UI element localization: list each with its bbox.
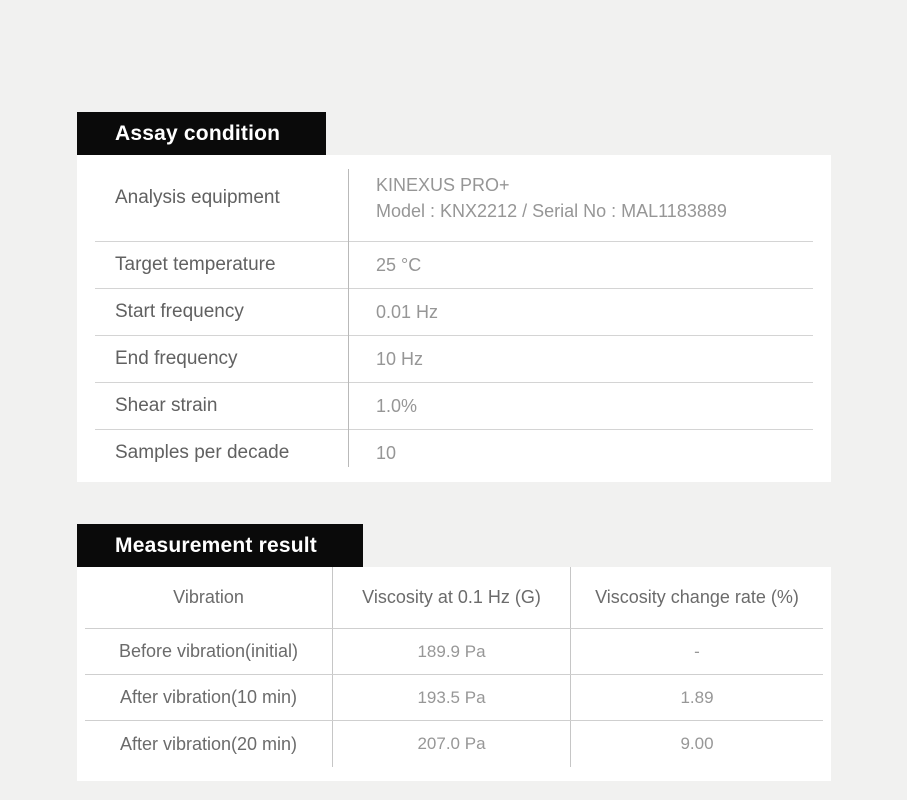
- row-value: [348, 172, 813, 224]
- table-row: [95, 289, 813, 336]
- section-gap: [77, 482, 907, 524]
- column-header-viscosity: Viscosity at 0.1 Hz (G): [332, 567, 570, 628]
- cell-viscosity: 189.9 Pa: [332, 629, 570, 674]
- cell-change-rate: 9.00: [570, 721, 823, 767]
- assay-condition-table: [77, 155, 831, 482]
- row-value: 10: [376, 442, 397, 463]
- table-row: [95, 155, 813, 242]
- row-label: Shear strain: [115, 395, 218, 416]
- row-value: 25 °C: [376, 254, 422, 275]
- table-row: [85, 721, 823, 767]
- row-label: End frequency: [115, 348, 238, 369]
- table-row: [85, 675, 823, 721]
- cell-viscosity: 193.5 Pa: [332, 675, 570, 720]
- cell-vibration: After vibration(20 min): [119, 733, 298, 754]
- cell-vibration: Before vibration(initial): [118, 641, 299, 661]
- equipment-name: KINEXUS PRO+: [376, 175, 510, 195]
- cell-vibration: After vibration(10 min): [119, 687, 298, 707]
- table-row: [95, 242, 813, 289]
- row-label: Analysis equipment: [115, 187, 280, 208]
- table-row: [95, 430, 813, 476]
- row-value: 1.0%: [376, 395, 418, 416]
- row-label: Start frequency: [115, 301, 244, 322]
- column-header-vibration: Vibration: [173, 587, 244, 607]
- row-value: 10 Hz: [376, 348, 424, 369]
- row-value: 0.01 Hz: [376, 301, 439, 322]
- equipment-model-serial: Model : KNX2212 / Serial No : MAL1183889: [376, 201, 727, 221]
- table-row: [95, 336, 813, 383]
- cell-viscosity: 207.0 Pa: [332, 721, 570, 767]
- cell-change-rate: 1.89: [570, 675, 823, 720]
- row-label: Target temperature: [115, 254, 276, 275]
- column-header-change-rate: Viscosity change rate (%): [570, 567, 823, 628]
- table-header-row: [85, 567, 823, 629]
- measurement-result-title-bar: Measurement result: [77, 524, 363, 567]
- table-row: [85, 629, 823, 675]
- column-divider: [348, 169, 349, 467]
- table-row: [95, 383, 813, 430]
- assay-condition-title-bar: Assay condition: [77, 112, 326, 155]
- row-label: Samples per decade: [115, 442, 290, 463]
- measurement-result-table: [77, 567, 831, 781]
- cell-change-rate: -: [570, 629, 823, 674]
